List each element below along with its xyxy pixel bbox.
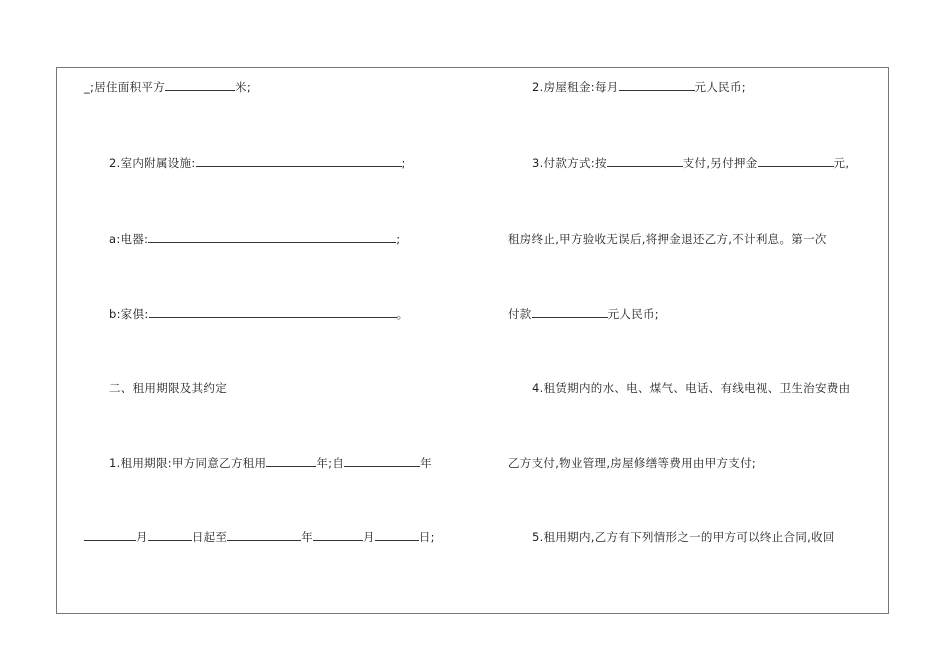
section-heading-lease-term [109,381,227,395]
lease-years-blank[interactable] [266,456,316,467]
facilities-label: 2.室内附属设施: [109,156,196,170]
date-text-day-from: 日起至 [191,530,228,544]
right-line-3 [508,232,827,246]
living-area-blank[interactable] [165,80,235,91]
end-year-blank[interactable] [227,530,301,541]
start-day-blank[interactable] [148,530,192,541]
right-line-2 [532,156,849,170]
end-day-blank[interactable] [375,530,419,541]
lease-term-text-a: 1.租用期限:甲方同意乙方租用 [109,456,267,470]
right-line-6 [508,456,756,470]
date-text-month-end: 月 [363,530,375,544]
left-line-4 [109,307,408,321]
first-payment-text-b: 元人民币; [607,307,659,321]
lease-term-text-c: 年 [420,456,432,470]
payment-text-b: 支付,另付押金 [682,156,758,170]
right-line-5 [532,381,850,395]
appliances-blank[interactable] [148,232,396,243]
living-area-unit: 米; [235,80,252,94]
termination-text: 5.租用期内,乙方有下列情形之一的甲方可以终止合同,收回 [532,530,835,544]
appliances-end: ; [396,232,401,246]
living-area-prefix: _;居住面积平方 [84,80,166,94]
rent-text-a: 2.房屋租金:每月 [532,80,619,94]
monthly-rent-blank[interactable] [619,80,695,91]
facilities-blank[interactable] [196,156,402,167]
left-line-7 [84,530,435,544]
furniture-blank[interactable] [149,307,397,318]
right-line-4 [508,307,659,321]
left-line-2 [109,156,406,170]
payment-method-blank[interactable] [607,156,683,167]
section-heading-text: 二、租用期限及其约定 [109,381,227,395]
end-month-blank[interactable] [313,530,363,541]
right-line-1 [532,80,746,94]
first-payment-blank[interactable] [532,307,608,318]
deposit-return-text: 租房终止,甲方验收无误后,将押金退还乙方,不计利息。第一次 [508,232,827,246]
left-line-3 [109,232,400,246]
left-line-6 [109,456,432,470]
date-text-year: 年 [301,530,314,544]
lease-term-text-b: 年;自 [316,456,345,470]
utilities-text: 4.租赁期内的水、电、煤气、电话、有线电视、卫生治安费由 [532,381,851,395]
first-payment-text-a: 付款 [508,307,532,321]
rent-text-b: 元人民币; [694,80,746,94]
furniture-end: 。 [396,307,409,321]
left-line-1 [84,80,251,94]
date-text-day-end: 日; [418,530,435,544]
payment-text-c: 元, [833,156,850,170]
date-text-month: 月 [136,530,148,544]
right-line-7 [532,530,835,544]
payment-text-a: 3.付款方式:按 [532,156,607,170]
maintenance-text: 乙方支付,物业管理,房屋修缮等费用由甲方支付; [508,456,757,470]
appliances-label: a:电器: [109,232,149,246]
start-year-blank[interactable] [344,456,420,467]
deposit-blank[interactable] [758,156,834,167]
furniture-label: b:家俱: [109,307,149,321]
start-month-blank[interactable] [84,530,136,541]
facilities-end: ; [401,156,406,170]
